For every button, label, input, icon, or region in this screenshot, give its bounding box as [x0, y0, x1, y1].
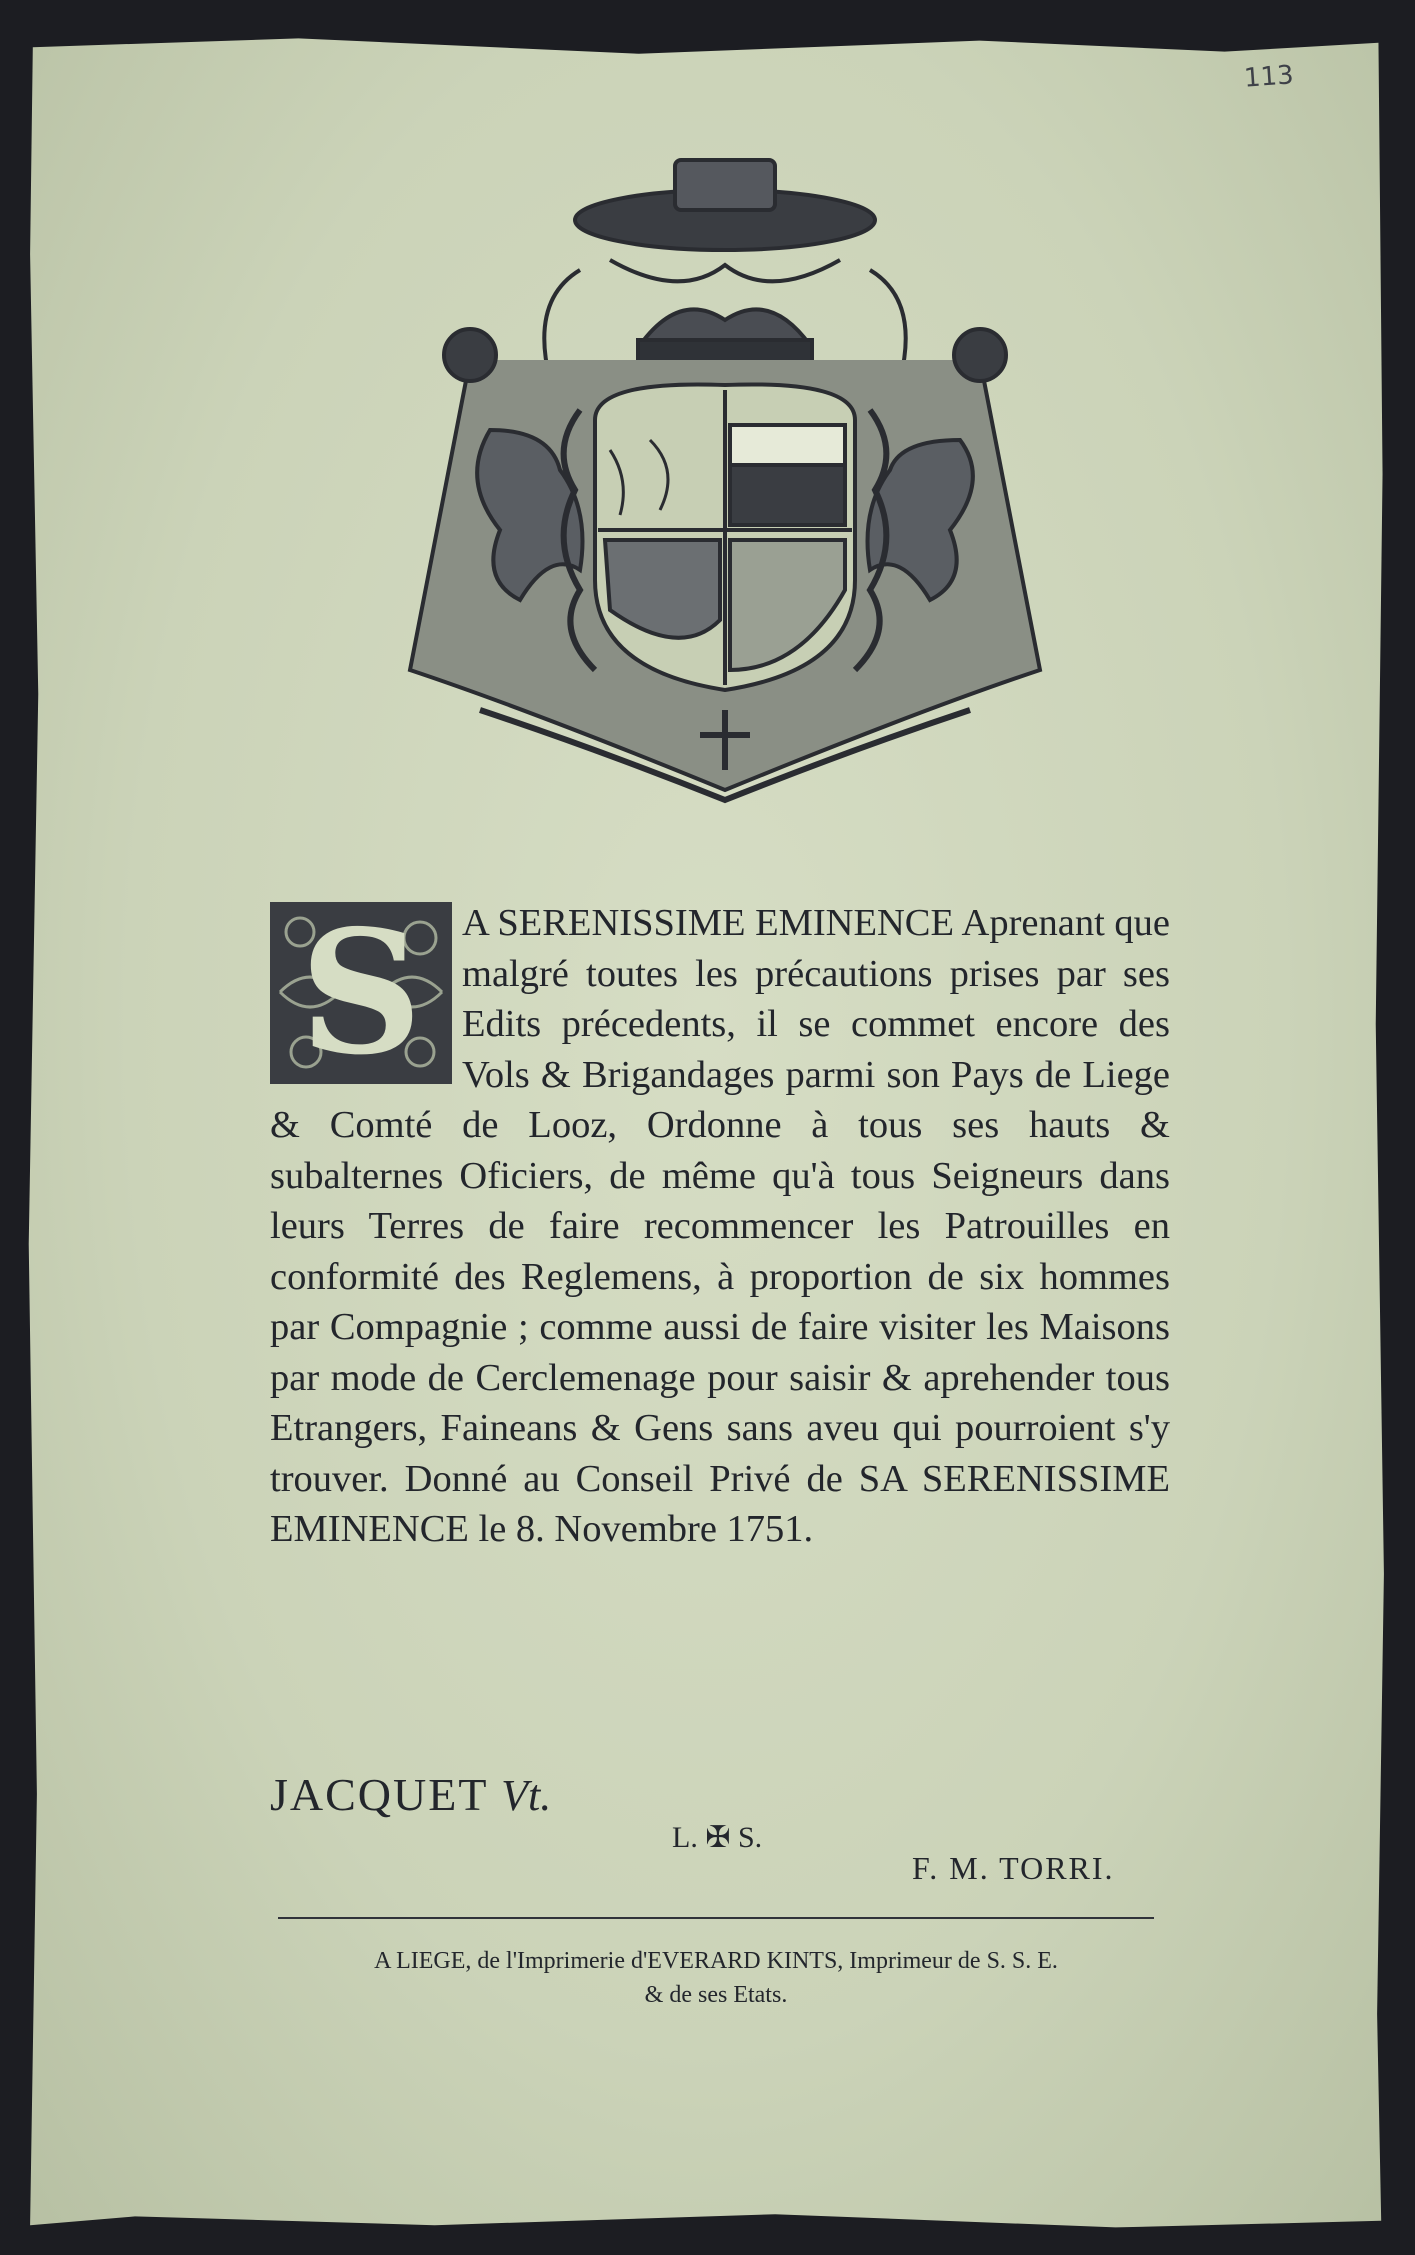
printer-imprint	[270, 1944, 1162, 2012]
dropcap-letter: S	[299, 893, 423, 1093]
divider-rule	[278, 1917, 1154, 1919]
imprint-line-1: A LIEGE, de l'Imprimerie d'EVERARD KINTS, Imprimeur de S. S. E.	[374, 1948, 1058, 1974]
signature-torri: F. M. TORRI.	[912, 1850, 1115, 1886]
imprint-line-2: & de ses Etats.	[644, 1982, 788, 2008]
signature-jacquet	[270, 1768, 551, 1821]
seal-mark: L. ✠ S.	[672, 1821, 763, 1854]
episcopal-coat-of-arms-icon	[380, 150, 1070, 850]
decree-text: A SERENISSIME EMINENCE Aprenant que malgré toutes les précautions prises par ses Edits précedents, il se commet encore des Vols & Brigandages parmi son Pays de Liege & Comté de Looz, Ordonne à tous ses hauts & subalternes Oficiers, de même qu'à tous Seigneurs dans leurs Terres de faire recommencer les Patrouilles en conformité des Reglemens, à proportion de six hommes par Compagnie ; comme aussi de faire visiter les Maisons par mode de Cerclemenage pour saisir & aprehender tous Etrangers, Faineans & Gens sans aveu qui pourroient s'y trouver. Donné au Conseil Privé de SA SERENISSIME EMINENCE le 8. Novembre 1751.	[270, 902, 1170, 1550]
ornamental-initial	[270, 893, 452, 1093]
signature-jacquet-name: JACQUET	[270, 1769, 488, 1820]
decree-body	[270, 893, 1170, 1555]
signature-jacquet-suffix: Vt.	[501, 1771, 552, 1820]
folio-number: 113	[1243, 60, 1295, 94]
